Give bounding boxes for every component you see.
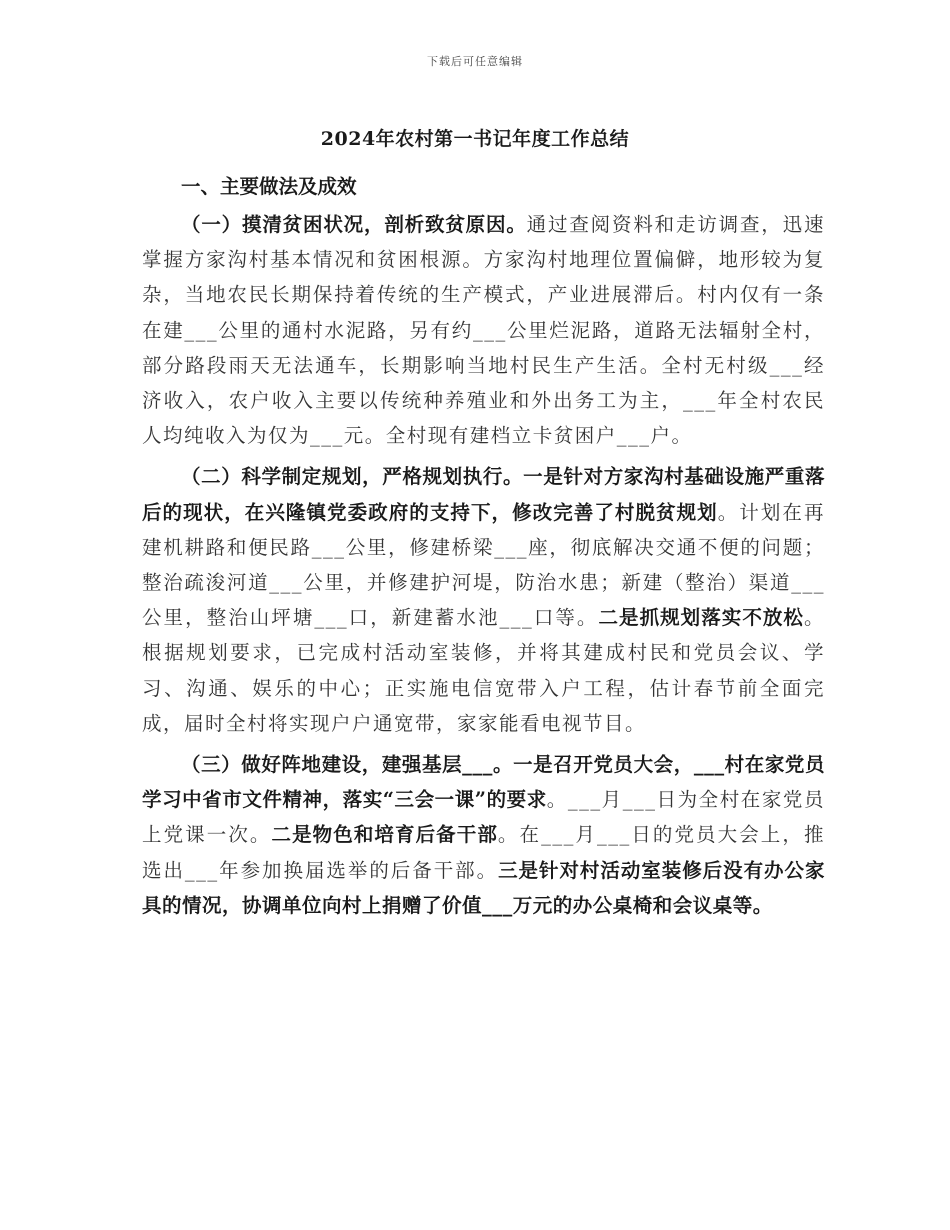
paragraph-3-text: 。___月___日为全村在家党员上党课一次。 <box>142 788 825 847</box>
paragraph-3-lead-3: 三是针对村活动室装修后没有办公家具的情况，协调单位向村上捐赠了价值___万元的办公桌椅和会议桌等。 <box>142 858 825 917</box>
paragraph-3 <box>142 747 825 923</box>
paragraph-1-lead: （一）摸清贫困状况，剖析致贫原因。 <box>181 213 527 236</box>
document-title: 2024年农村第一书记年度工作总结 <box>320 128 630 150</box>
paragraph-2 <box>142 459 825 741</box>
paragraph-3-lead-2: 二是物色和培育后备干部 <box>271 823 498 847</box>
paragraph-2-text: 。计划在再建机耕路和便民路___公里，修建桥梁___座，彻底解决交通不便的问题；整治疏浚河道___公里，并修建护河堤，防治水患；新建（整治）渠道___公里，整治山坪塘___口，新建蓄水池___口等。 <box>142 500 825 630</box>
section-heading: 一、主要做法及成效 <box>181 175 357 198</box>
paragraph-3-lead: （三）做好阵地建设，建强基层___。一是召开党员大会，___村在家党员学习中省市文件精神，落实“三会一课”的要求 <box>142 753 825 812</box>
header-note: 下载后可任意编辑 <box>427 55 523 68</box>
paragraph-2-lead-2: 二是抓规划落实不放松 <box>598 606 804 630</box>
paragraph-1-text: 通过查阅资料和走访调查，迅速掌握方家沟村基本情况和贫困根源。方家沟村地理位置偏僻，地形较为复杂，当地农民长期保持着传统的生产模式，产业进展滞后。村内仅有一条在建___公里的通村水泥路，另有约___公里烂泥路，道路无法辐射全村，部分路段雨天无法通车，长期影响当地村民生产生活。全村无村级___经济收入，农户收入主要以传统种养殖业和外出务工为主，___年全村农民人均纯收入为仅为___元。全村现有建档立卡贫困户___户。 <box>142 213 825 448</box>
paragraph-1 <box>142 207 825 453</box>
paragraph-2-text-2: 。根据规划要求，已完成村活动室装修，并将其建成村民和党员会议、学习、沟通、娱乐的中心；正实施电信宽带入户工程，估计春节前全面完成，届时全村将实现户户通宽带，家家能看电视节目。 <box>142 606 825 735</box>
paragraph-3-text-2: 。在___月___日的党员大会上，推选出___年参加换届选举的后备干部。 <box>142 823 825 882</box>
document-body <box>142 171 825 923</box>
paragraph-2-lead: （二）科学制定规划，严格规划执行。一是针对方家沟村基础设施严重落后的现状，在兴隆镇党委政府的支持下，修改完善了村脱贫规划 <box>142 465 825 524</box>
